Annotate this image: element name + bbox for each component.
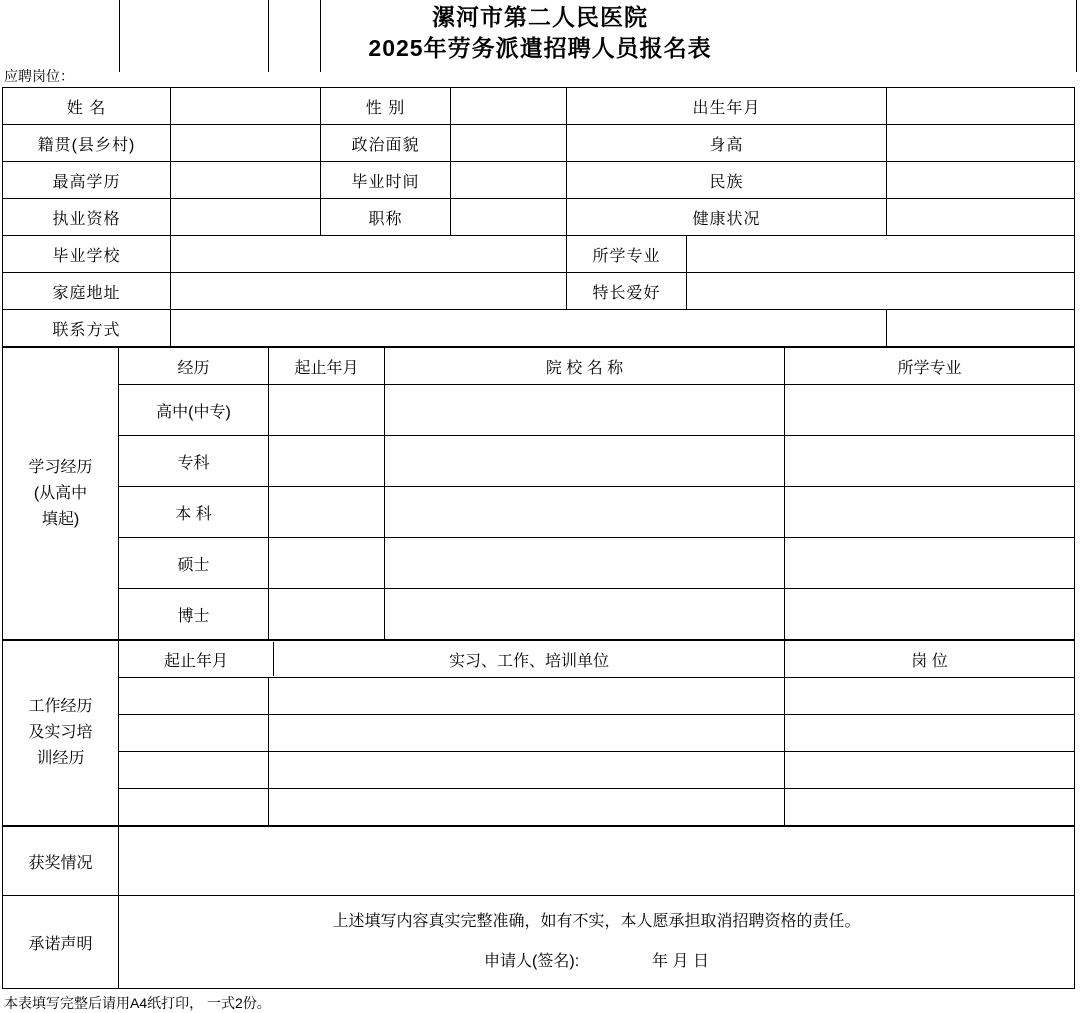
label-gender: 性 别 xyxy=(321,88,451,125)
label-contact: 联系方式 xyxy=(3,310,171,347)
table-row xyxy=(3,752,1075,789)
hospital-title: 漯河市第二人民医院 xyxy=(432,4,648,30)
header-rule-mid2 xyxy=(320,0,321,72)
table-row xyxy=(3,236,1075,273)
label-hobby: 特长爱好 xyxy=(567,273,687,310)
value-school[interactable] xyxy=(171,236,567,273)
value-health[interactable] xyxy=(887,199,1075,236)
header-rule-right xyxy=(1076,0,1077,72)
education-period-master[interactable] xyxy=(269,538,385,589)
table-row xyxy=(3,273,1075,310)
label-origin: 籍贯(县乡村) xyxy=(3,125,171,162)
education-major-doctor[interactable] xyxy=(785,589,1075,640)
table-row xyxy=(3,641,1075,678)
apply-post-label: 应聘岗位： xyxy=(4,68,74,84)
label-school: 毕业学校 xyxy=(3,236,171,273)
education-school-college[interactable] xyxy=(385,436,785,487)
label-name: 姓 名 xyxy=(3,88,171,125)
work-post-3[interactable] xyxy=(785,752,1075,789)
education-major-highschool[interactable] xyxy=(785,385,1075,436)
table-row xyxy=(3,348,1075,385)
work-header-unit: 实习、工作、培训单位 xyxy=(448,652,609,670)
value-major[interactable] xyxy=(687,236,1075,273)
work-table xyxy=(2,640,1075,826)
table-row xyxy=(3,789,1075,826)
work-post-2[interactable] xyxy=(785,715,1075,752)
education-side-label-line1: 学习经历 xyxy=(28,458,93,476)
label-license: 执业资格 xyxy=(3,199,171,236)
label-height: 身高 xyxy=(567,125,887,162)
basic-info-table xyxy=(2,87,1075,347)
table-row xyxy=(3,827,1075,896)
label-major: 所学专业 xyxy=(567,236,687,273)
value-name[interactable] xyxy=(171,88,321,125)
education-period-doctor[interactable] xyxy=(269,589,385,640)
education-school-doctor[interactable] xyxy=(385,589,785,640)
education-level-doctor: 博士 xyxy=(119,589,269,640)
value-address[interactable] xyxy=(171,273,567,310)
work-post-4[interactable] xyxy=(785,789,1075,826)
label-birth: 出生年月 xyxy=(567,88,887,125)
table-row xyxy=(3,589,1075,640)
label-political: 政治面貌 xyxy=(321,125,451,162)
label-degree: 最高学历 xyxy=(3,162,171,199)
document-header xyxy=(0,0,1080,64)
table-row xyxy=(3,88,1075,125)
education-header-major: 所学专业 xyxy=(785,348,1075,385)
pledge-signature-line xyxy=(121,937,1072,977)
table-row xyxy=(3,162,1075,199)
table-row xyxy=(3,436,1075,487)
table-row xyxy=(3,896,1075,989)
education-side-label-line3: 填起) xyxy=(41,510,80,528)
label-health: 健康状况 xyxy=(567,199,887,236)
education-school-highschool[interactable] xyxy=(385,385,785,436)
table-row xyxy=(3,385,1075,436)
footer-note: 本表填写完整后请用A4纸打印， 一式2份。 xyxy=(4,995,271,1011)
table-row xyxy=(3,199,1075,236)
value-birth[interactable] xyxy=(887,88,1075,125)
pledge-label: 承诺声明 xyxy=(3,896,119,989)
value-height[interactable] xyxy=(887,125,1075,162)
value-hobby[interactable] xyxy=(687,273,1075,310)
work-header-period: 起止年月 xyxy=(119,642,274,676)
education-side-label-line2: (从高中 xyxy=(33,484,88,502)
education-school-master[interactable] xyxy=(385,538,785,589)
education-header-period: 起止年月 xyxy=(269,348,385,385)
table-row xyxy=(3,715,1075,752)
pledge-sign-prefix: 申请人(签名): xyxy=(484,953,580,970)
label-address: 家庭地址 xyxy=(3,273,171,310)
table-row xyxy=(3,487,1075,538)
work-period-2[interactable] xyxy=(119,715,269,752)
work-side-label-line2: 及实习培 xyxy=(28,724,93,741)
education-header-experience: 经历 xyxy=(119,348,269,385)
table-row xyxy=(3,678,1075,715)
table-row xyxy=(3,538,1075,589)
work-period-1[interactable] xyxy=(119,678,269,715)
education-major-bachelor[interactable] xyxy=(785,487,1075,538)
education-period-college[interactable] xyxy=(269,436,385,487)
work-unit-2[interactable] xyxy=(269,715,785,752)
work-unit-4[interactable] xyxy=(269,789,785,826)
value-political[interactable] xyxy=(451,125,567,162)
work-side-label xyxy=(3,641,119,826)
label-title: 职称 xyxy=(321,199,451,236)
value-contact-ext[interactable] xyxy=(887,310,1075,347)
award-label: 获奖情况 xyxy=(3,827,119,896)
education-major-college[interactable] xyxy=(785,436,1075,487)
work-unit-1[interactable] xyxy=(269,678,785,715)
education-header-school: 院 校 名 称 xyxy=(385,348,785,385)
education-level-highschool: 高中(中专) xyxy=(119,385,269,436)
education-level-college: 专科 xyxy=(119,436,269,487)
value-contact[interactable] xyxy=(171,310,887,347)
header-rule-mid xyxy=(268,0,269,72)
education-table xyxy=(2,347,1075,640)
table-row xyxy=(3,310,1075,347)
label-nation: 民族 xyxy=(567,162,887,199)
work-side-label-line3: 训经历 xyxy=(36,750,85,767)
table-row xyxy=(3,125,1075,162)
value-nation[interactable] xyxy=(887,162,1075,199)
education-period-bachelor[interactable] xyxy=(269,487,385,538)
label-graduation-time: 毕业时间 xyxy=(321,162,451,199)
value-degree[interactable] xyxy=(171,162,321,199)
work-header-post: 岗 位 xyxy=(785,641,1075,678)
work-unit-3[interactable] xyxy=(269,752,785,789)
work-side-label-line1: 工作经历 xyxy=(28,698,93,715)
award-pledge-table xyxy=(2,826,1075,989)
pledge-sign-date: 年 月 日 xyxy=(652,953,709,970)
form-title: 2025年劳务派遣招聘人员报名表 xyxy=(368,35,712,61)
education-level-bachelor: 本 科 xyxy=(119,487,269,538)
pledge-text: 上述填写内容真实完整准确，如有不实，本人愿承担取消招聘资格的责任。 xyxy=(332,913,861,930)
value-gender[interactable] xyxy=(451,88,567,125)
work-header-group xyxy=(119,641,785,678)
education-school-bachelor[interactable] xyxy=(385,487,785,538)
value-title[interactable] xyxy=(451,199,567,236)
education-level-master: 硕士 xyxy=(119,538,269,589)
award-value[interactable] xyxy=(119,827,1075,896)
pledge-content xyxy=(119,896,1075,989)
education-side-label xyxy=(3,348,119,640)
education-period-highschool[interactable] xyxy=(269,385,385,436)
value-graduation-time[interactable] xyxy=(451,162,567,199)
value-license[interactable] xyxy=(171,199,321,236)
work-period-3[interactable] xyxy=(119,752,269,789)
work-post-1[interactable] xyxy=(785,678,1075,715)
header-rule-left xyxy=(119,0,120,72)
value-origin[interactable] xyxy=(171,125,321,162)
work-period-4[interactable] xyxy=(119,789,269,826)
education-major-master[interactable] xyxy=(785,538,1075,589)
